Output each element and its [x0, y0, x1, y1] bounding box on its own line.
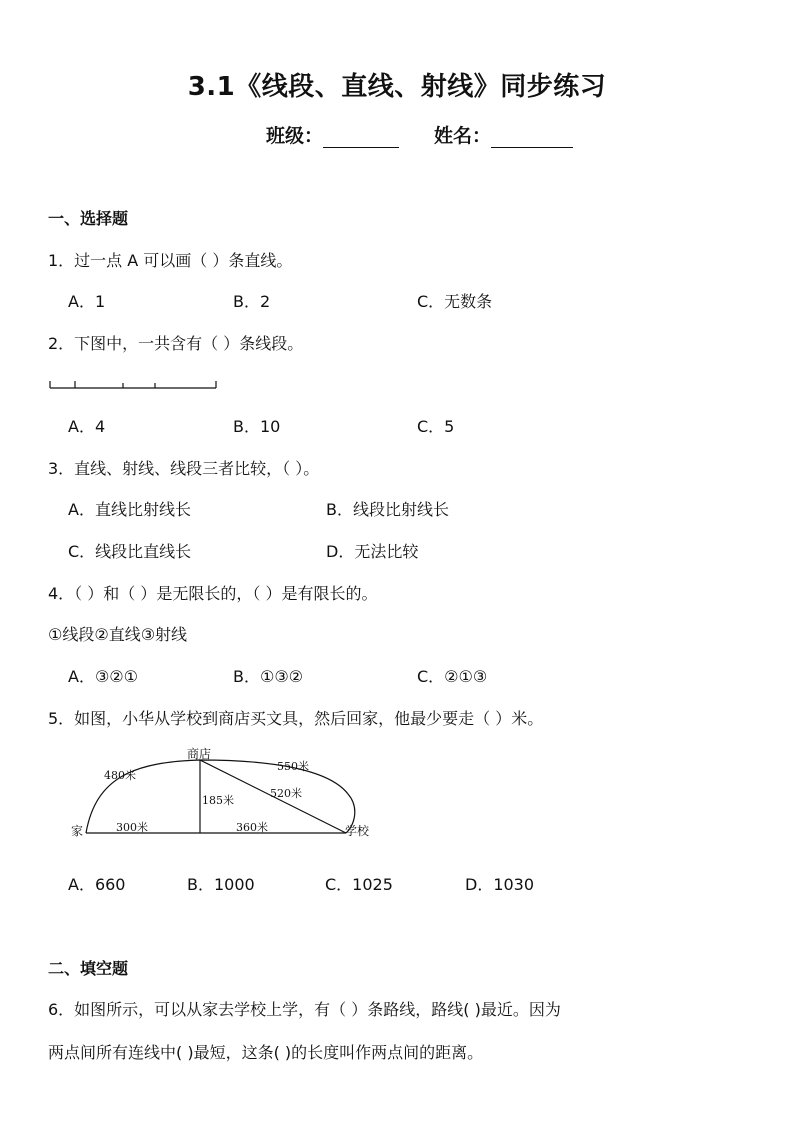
- page-title: 3.1《线段、直线、射线》同步练习: [187, 72, 607, 102]
- question-5-option-d[interactable]: D．1030: [465, 875, 535, 894]
- name-blank[interactable]: [491, 127, 573, 148]
- arc-right-distance: 550米: [277, 760, 309, 773]
- class-blank[interactable]: [323, 127, 399, 148]
- question-3-option-c[interactable]: C．线段比直线长: [68, 542, 192, 561]
- question-5-option-b[interactable]: B．1000: [187, 875, 255, 894]
- question-4-stem: 4．（ ）和（ ）是无限长的，（ ）是有限长的。: [48, 584, 378, 603]
- home-label: 家: [71, 824, 84, 838]
- question-5-option-a[interactable]: A．660: [68, 875, 126, 894]
- question-3-stem: 3．直线、射线、线段三者比较，（ ）。: [48, 459, 320, 478]
- question-4-option-b[interactable]: B．①③②: [233, 667, 304, 686]
- question-1-option-b[interactable]: B．2: [233, 292, 271, 311]
- base-right-distance: 360米: [236, 821, 268, 834]
- class-label: 班级：: [266, 125, 324, 147]
- question-1-stem: 1．过一点 A 可以画（ ）条直线。: [48, 251, 293, 270]
- question-4-note: ①线段②直线③射线: [48, 625, 188, 644]
- section-heading-choice: 一、选择题: [48, 209, 129, 228]
- base-left-distance: 300米: [116, 821, 148, 834]
- diagonal-distance: 520米: [270, 787, 302, 800]
- question-4-option-a[interactable]: A．③②①: [68, 667, 138, 686]
- route-figure: [66, 746, 386, 846]
- question-3-option-b[interactable]: B．线段比射线长: [326, 500, 449, 519]
- question-6-line-1: 6．如图所示，可以从家去学校上学，有（ ）条路线，路线( )最近。因为: [48, 1000, 561, 1019]
- question-4-option-c[interactable]: C．②①③: [417, 667, 488, 686]
- question-2-option-a[interactable]: A．4: [68, 417, 106, 436]
- name-field: [434, 121, 573, 148]
- shop-label: 商店: [187, 747, 212, 761]
- question-2-option-b[interactable]: B．10: [233, 417, 281, 436]
- question-5-stem: 5．如图，小华从学校到商店买文具，然后回家，他最少要走（ ）米。: [48, 709, 544, 728]
- question-2-stem: 2．下图中，一共含有（ ）条线段。: [48, 334, 304, 353]
- question-3-option-d[interactable]: D．无法比较: [326, 542, 419, 561]
- arc-left-distance: 480米: [104, 769, 136, 782]
- vertical-distance: 185米: [202, 794, 234, 807]
- question-3-option-a[interactable]: A．直线比射线长: [68, 500, 191, 519]
- question-1-option-a[interactable]: A．1: [68, 292, 106, 311]
- segment-figure: [44, 374, 222, 394]
- section-heading-fill: 二、填空题: [48, 959, 129, 978]
- class-field: [266, 121, 399, 148]
- question-6-line-2: 两点间所有连线中( )最短，这条( )的长度叫作两点间的距离。: [48, 1043, 484, 1062]
- question-5-option-c[interactable]: C．1025: [325, 875, 393, 894]
- question-2-option-c[interactable]: C．5: [417, 417, 455, 436]
- school-label: 学校: [345, 824, 370, 838]
- question-1-option-c[interactable]: C．无数条: [417, 292, 493, 311]
- name-label: 姓名：: [434, 125, 492, 147]
